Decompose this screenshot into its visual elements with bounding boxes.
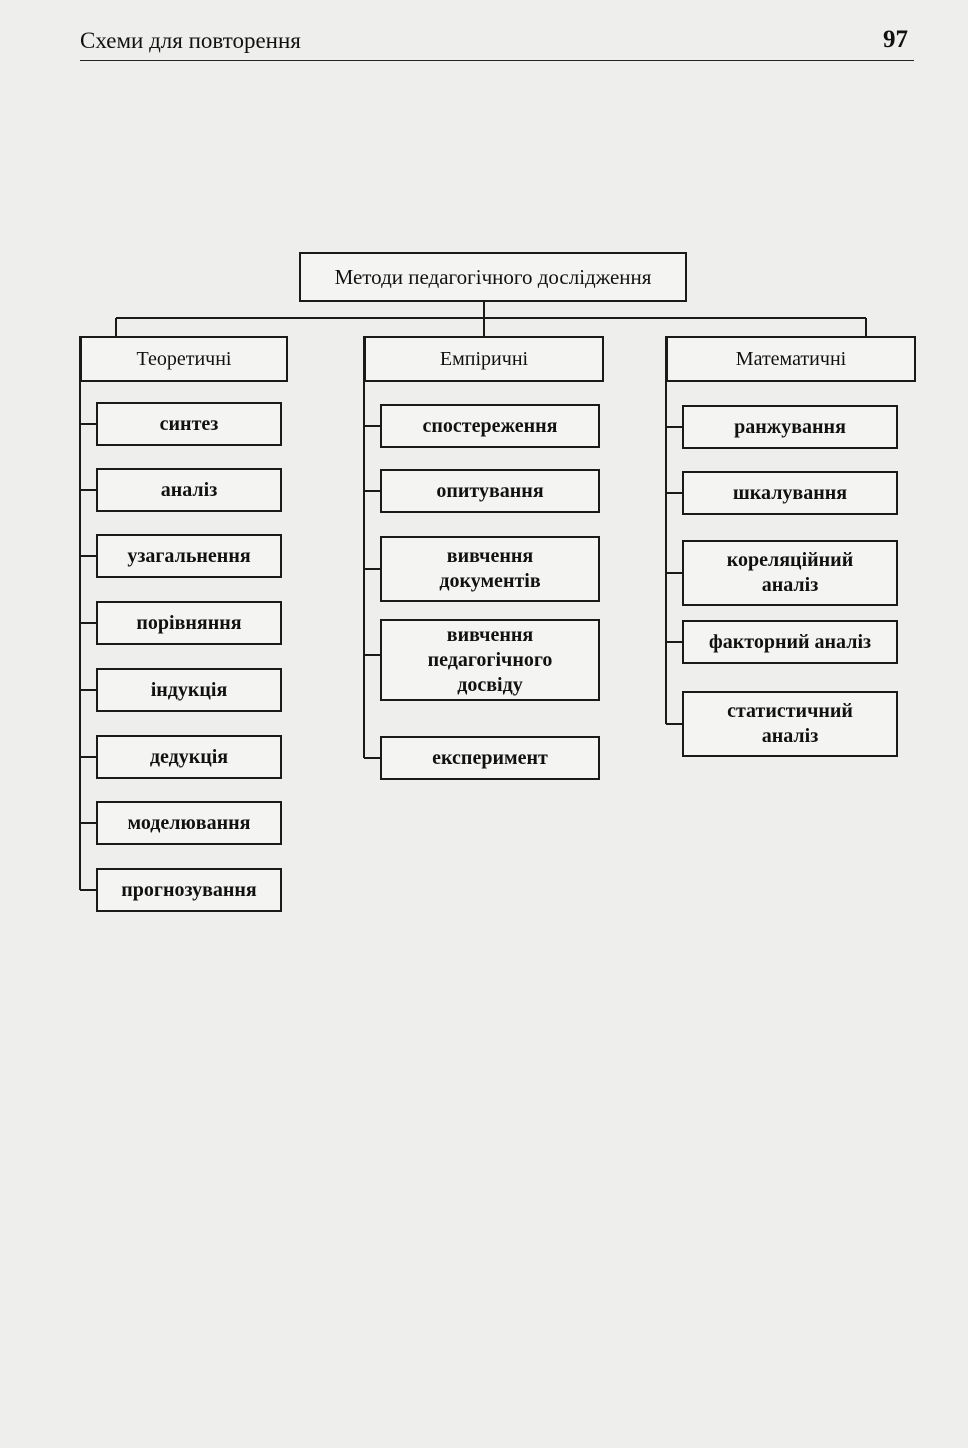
- method-survey: опитування: [380, 469, 600, 513]
- page-number: 97: [883, 26, 908, 53]
- method-factor-analysis: факторний аналіз: [682, 620, 898, 664]
- method-experience-study: вивчення педагогічного досвіду: [380, 619, 600, 701]
- method-generalization: узагальнення: [96, 534, 282, 578]
- method-induction: індукція: [96, 668, 282, 712]
- method-deduction: дедукція: [96, 735, 282, 779]
- group-mathematical: Математичні: [666, 336, 916, 382]
- running-header: Схеми для повторення: [80, 28, 301, 53]
- group-theoretical: Теоретичні: [80, 336, 288, 382]
- method-forecasting: прогнозування: [96, 868, 282, 912]
- method-correlation-analysis: кореляційний аналіз: [682, 540, 898, 606]
- root-box: Методи педагогічного дослідження: [299, 252, 687, 302]
- method-experiment: експеримент: [380, 736, 600, 780]
- method-ranking: ранжування: [682, 405, 898, 449]
- method-synthesis: синтез: [96, 402, 282, 446]
- method-scaling: шкалування: [682, 471, 898, 515]
- method-analysis: аналіз: [96, 468, 282, 512]
- method-comparison: порівняння: [96, 601, 282, 645]
- method-statistical-analysis: статистичний аналіз: [682, 691, 898, 757]
- method-document-study: вивчення документів: [380, 536, 600, 602]
- method-observation: спостереження: [380, 404, 600, 448]
- group-empirical: Емпіричні: [364, 336, 604, 382]
- method-modeling: моделювання: [96, 801, 282, 845]
